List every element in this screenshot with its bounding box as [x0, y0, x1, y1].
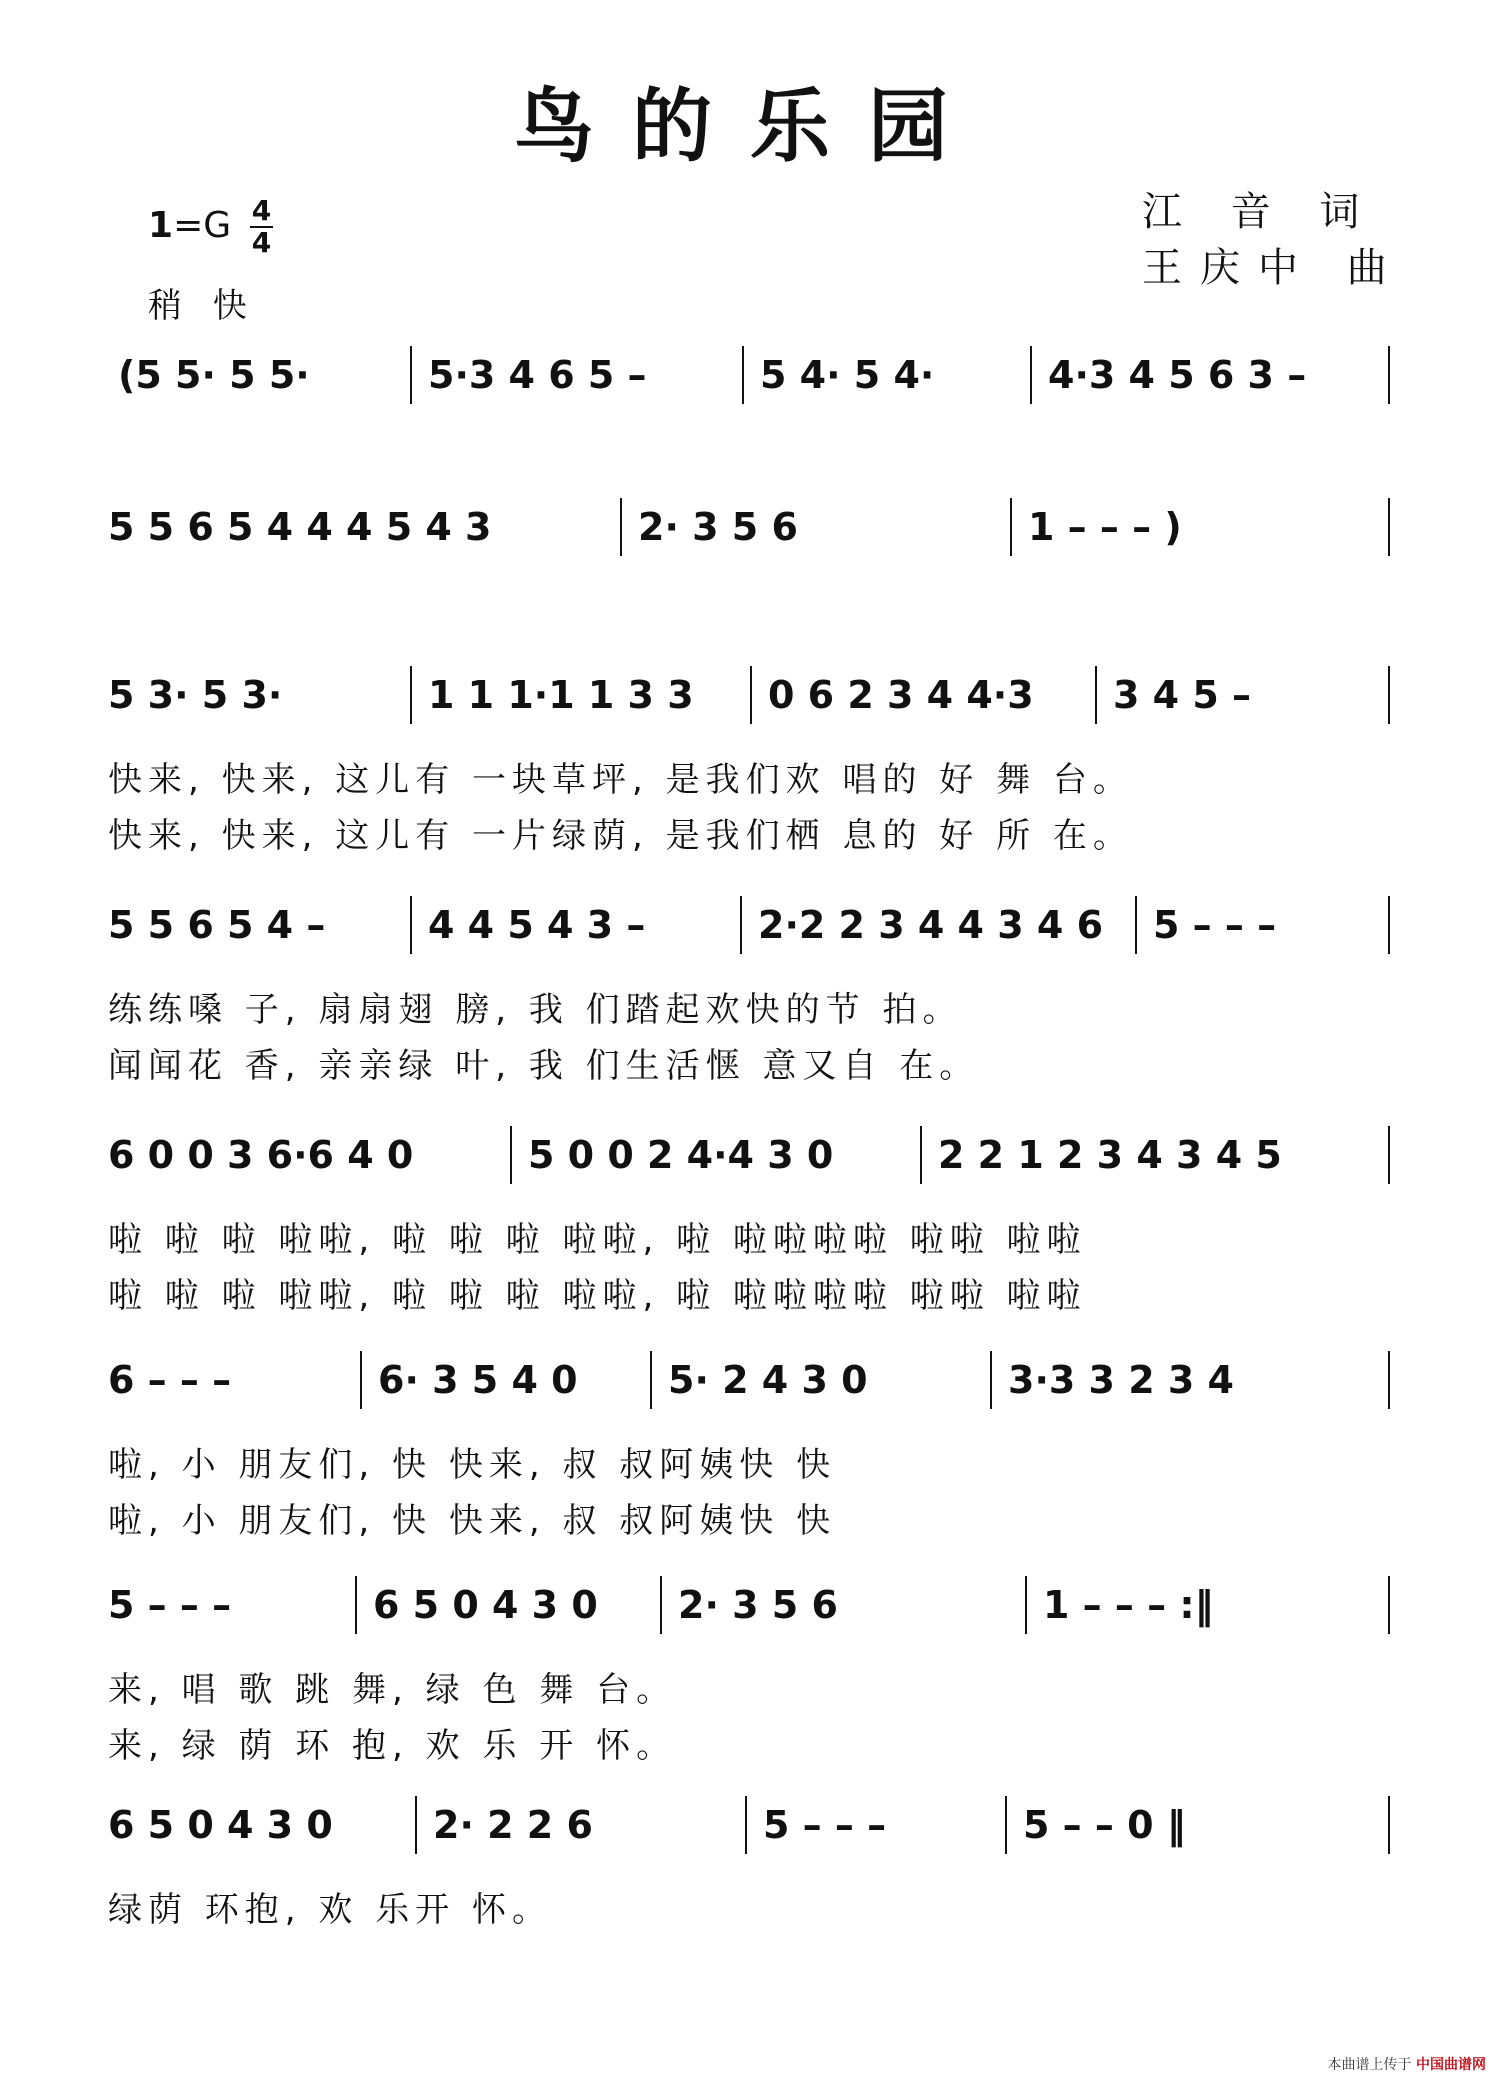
measure: 1 – – – ): [1028, 505, 1182, 549]
key-signature: 1=G $\frac{4}{4}$: [148, 194, 272, 259]
measure: 2· 2 2 6: [433, 1803, 593, 1847]
lyrics-line: 快来, 快来, 这儿有 一片绿荫, 是我们栖 息的 好 所 在。: [108, 816, 1133, 856]
lyrics-line: 来, 唱 歌 跳 舞, 绿 色 舞 台。: [108, 1670, 677, 1710]
bar-line: [920, 1126, 922, 1184]
measure: 5 5 6 5 4 4 4 5 4 3: [108, 505, 492, 549]
measure: 5 – – –: [763, 1803, 887, 1847]
time-signature: $\frac{4}{4}$: [251, 194, 272, 259]
notes-line: [108, 890, 1398, 960]
measure: 2· 3 5 6: [638, 505, 798, 549]
measure: 4 4 5 4 3 –: [428, 903, 646, 947]
measure: 2·2 2 3 4 4 3 4 6: [758, 903, 1104, 947]
measure: 3 4 5 –: [1113, 673, 1252, 717]
bar-line: [415, 1796, 417, 1854]
bar-line: [1388, 346, 1390, 404]
bar-line: [660, 1576, 662, 1634]
bar-line: [745, 1796, 747, 1854]
bar-line: [740, 896, 742, 954]
measure: 5 4· 5 4·: [760, 353, 935, 397]
measure: 5 5 6 5 4 –: [108, 903, 326, 947]
measure: 6 0 0 3 6·6 4 0: [108, 1133, 414, 1177]
notes-line: [108, 1345, 1398, 1415]
lyrics-line: 啦, 小 朋友们, 快 快来, 叔 叔阿姨快 快: [108, 1445, 837, 1485]
bar-line: [1388, 1126, 1390, 1184]
bar-line: [1388, 498, 1390, 556]
measure: 1 1 1·1 1 3 3: [428, 673, 694, 717]
bar-line: [410, 896, 412, 954]
measure: 3·3 3 2 3 4: [1008, 1358, 1234, 1402]
bar-line: [355, 1576, 357, 1634]
lyrics-line: 闻闻花 香, 亲亲绿 叶, 我 们生活惬 意又自 在。: [108, 1046, 980, 1086]
bar-line: [990, 1351, 992, 1409]
tempo-marking: 稍 快: [148, 286, 257, 326]
lyrics-line: 来, 绿 荫 环 抱, 欢 乐 开 怀。: [108, 1726, 677, 1766]
score-row: [108, 1345, 1398, 1541]
notes-line: [108, 1570, 1398, 1640]
bar-line: [750, 666, 752, 724]
notes-line: [108, 1120, 1398, 1190]
bar-line: [1005, 1796, 1007, 1854]
measure: 5· 2 4 3 0: [668, 1358, 868, 1402]
measure: 5 0 0 2 4·4 3 0: [528, 1133, 834, 1177]
bar-line: [1095, 666, 1097, 724]
notes-line: [108, 1790, 1398, 1860]
measure: 0 6 2 3 4 4·3: [768, 673, 1034, 717]
score-row: [108, 660, 1398, 856]
measure: 5 – – 0 ‖: [1023, 1803, 1186, 1847]
bar-line: [1388, 896, 1390, 954]
measure: 2· 3 5 6: [678, 1583, 838, 1627]
measure: 6· 3 5 4 0: [378, 1358, 578, 1402]
measure: 4·3 4 5 6 3 –: [1048, 353, 1307, 397]
lyrics-line: 练练嗓 子, 扇扇翅 膀, 我 们踏起欢快的节 拍。: [108, 990, 963, 1030]
bar-line: [742, 346, 744, 404]
lyrics-line: 快来, 快来, 这儿有 一块草坪, 是我们欢 唱的 好 舞 台。: [108, 760, 1133, 800]
measure: 6 – – –: [108, 1358, 232, 1402]
measure: (5 5· 5 5·: [118, 353, 310, 397]
notes-line: [108, 340, 1398, 410]
score-row: [108, 890, 1398, 1086]
bar-line: [410, 666, 412, 724]
lyrics-line: 绿荫 环抱, 欢 乐开 怀。: [108, 1890, 553, 1930]
measure: 2 2 1 2 3 4 3 4 5: [938, 1133, 1282, 1177]
bar-line: [1025, 1576, 1027, 1634]
lyrics-line: 啦 啦 啦 啦啦, 啦 啦 啦 啦啦, 啦 啦啦啦啦 啦啦 啦啦: [108, 1276, 1087, 1316]
measure: 6 5 0 4 3 0: [373, 1583, 598, 1627]
bar-line: [1388, 666, 1390, 724]
bar-line: [360, 1351, 362, 1409]
bar-line: [620, 498, 622, 556]
measure: 6 5 0 4 3 0: [108, 1803, 333, 1847]
bar-line: [1030, 346, 1032, 404]
bar-line: [1388, 1576, 1390, 1634]
bar-line: [410, 346, 412, 404]
measure: 5·3 4 6 5 –: [428, 353, 647, 397]
score-row: [108, 1790, 1398, 1930]
bar-line: [1135, 896, 1137, 954]
measure: 5 – – –: [1153, 903, 1277, 947]
bar-line: [510, 1126, 512, 1184]
bar-line: [1010, 498, 1012, 556]
measure: 5 – – –: [108, 1583, 232, 1627]
composer-credit: 王庆中 曲: [1142, 245, 1405, 291]
notes-line: [108, 492, 1398, 562]
bar-line: [1388, 1351, 1390, 1409]
lyricist-credit: 江 音 词: [1142, 189, 1378, 235]
score-row: [108, 1120, 1398, 1316]
bar-line: [1388, 1796, 1390, 1854]
footer-credit: 本曲谱上传于 中国曲谱网: [1327, 2057, 1486, 2073]
lyrics-line: 啦, 小 朋友们, 快 快来, 叔 叔阿姨快 快: [108, 1501, 837, 1541]
song-title: 鸟的乐园: [514, 79, 986, 173]
bar-line: [650, 1351, 652, 1409]
notes-line: [108, 660, 1398, 730]
measure: 1 – – – :‖: [1043, 1583, 1214, 1627]
lyrics-line: 啦 啦 啦 啦啦, 啦 啦 啦 啦啦, 啦 啦啦啦啦 啦啦 啦啦: [108, 1220, 1087, 1260]
score-row: [108, 340, 1398, 410]
measure: 5 3· 5 3·: [108, 673, 283, 717]
score-row: [108, 492, 1398, 562]
score-row: [108, 1570, 1398, 1766]
